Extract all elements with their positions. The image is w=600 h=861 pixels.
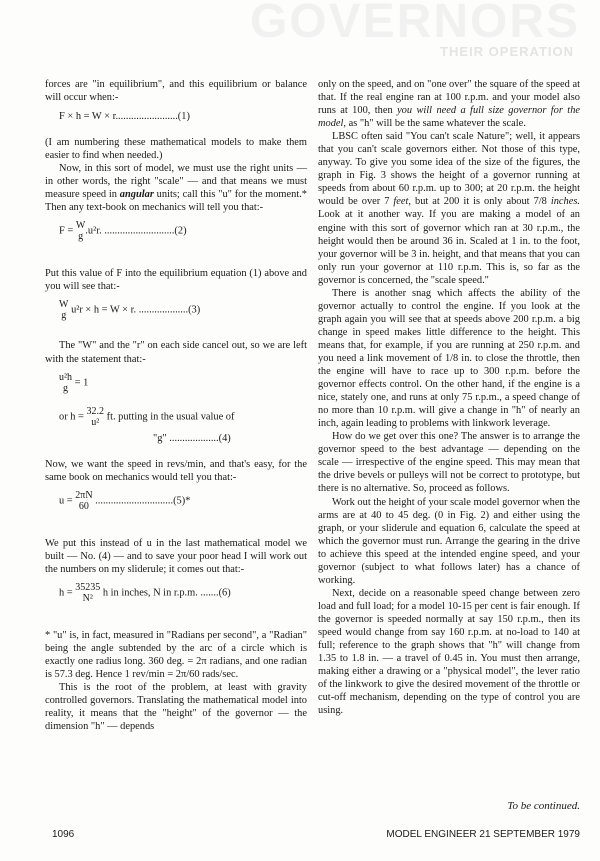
paragraph: We put this instead of u in the last mathematical model we built — No. (4) — and to save your poor head I will work out the numbers on my sliderule; it comes out that:-: [45, 537, 307, 575]
equation-1: F × h = W × r........................(1): [59, 111, 190, 123]
equation-4a: u²h g = 1: [59, 371, 89, 394]
paragraph: How do we get over this one? The answer is to arrange the governor speed to the best advantage — depending on the scale — irrespective of the engine speed. This may mean that the drive bevels or pulleys will not be correct to prototype, but there is no alternative. So, proceed as follows.: [318, 431, 580, 495]
right-column: [318, 78, 580, 717]
paragraph: (I am numbering these mathematical models to make them easier to find when needed.): [45, 137, 307, 162]
issue-line: MODEL ENGINEER 21 SEPTEMBER 1979: [386, 829, 580, 840]
equation-4-tail: "g" ...................(4): [153, 432, 231, 444]
paragraph: Work out the height of your scale model governor when the arms are at 40 to 45 deg. (0 in Fig. 2) and either using the graph, or your sliderule and equation 6, calculate the speed at which the governor must run. Arrange the gearing in the drive to achieve this speed at the intended engine speed, and your governor (subject to what follows later) has a chance of working.: [318, 496, 580, 586]
paragraph: Now, we want the speed in revs/min, and that's easy, for the same book on mechanics would tell you that:-: [45, 458, 307, 483]
equation-4b: or h = 32.2 u² ft. putting in the usual value of: [59, 405, 235, 428]
paragraph: The "W" and the "r" on each side cancel out, so we are left with the statement that:-: [45, 340, 307, 365]
left-column: [45, 78, 307, 733]
paragraph: forces are "in equilibrium", and this equilibrium or balance will occur when:-: [45, 79, 307, 104]
header-subtitle-ghost: THEIR OPERATION: [440, 44, 574, 59]
equation-5: u = 2πN 60 ..............................(5)*: [59, 489, 191, 512]
paragraph: Next, decide on a reasonable speed change between zero load and full load; for a model 10-15 per cent is fair enough. If the governor is speeded normally at say 150 r.p.m., then its speed would change from say 160 r.p.m. at no-load to 140 at full; reference to the graph shows that "h" will change from 1.35 to 1.8 in. — a travel of 0.45 in. You must then arrange, making either a drawing or a "physical model", the lever ratio of the linkwork to give the desired movement of the throttle or cut-off mechanism, depending on the type of control you are using.: [318, 587, 580, 717]
footnote: * "u" is, in fact, measured in "Radians per second", a "Radian" being the angle subtended by the arc of a circle which is exactly one radius long. 360 deg. = 2π radians, and one radian is 57.3 deg. Hence 1 rev/min = 2π/60 rads/sec.: [45, 629, 307, 680]
paragraph: only on the speed, and on "one over" the square of the speed at that. If the real engine ran at 100 r.p.m. and your model also runs at 100, then you will need a full size governor for the model, as "h" will be the same whatever the scale.: [318, 79, 580, 130]
equation-6: h = 35235 N² h in inches, N in r.p.m. .......(6): [59, 581, 231, 604]
page-number: 1096: [52, 829, 75, 840]
equation-2: F = W g .u²r. ...........................(2): [59, 220, 187, 243]
paragraph: Now, in this sort of model, we must use the right units — in other words, the right "scale" — and that means we must measure speed in angular units; call this "u" for the moment.* Then any text-book on mechanics will tell you that:-: [45, 163, 307, 214]
paragraph: LBSC often said "You can't scale Nature"; well, it appears that you can't scale governors either. Not those of this type, anyway. To give you some idea of the size of the figures, the graph in Fig. 3 shows the height of a governor running at speeds from about 60 r.p.m. up to 300; at 20 r.p.m. the height would be over 7 feet, but at 200 it is only about 7/8 inches. Look at it another way. If you are making a model of an engine with this sort of governor which ran at 30 r.p.m., the height would then be around 36 in. Scaled at 1 in. to the foot, your governor will be 3 in. height, and that means that you can only run your governor at 110 r.p.m. This is, so far as the governor is concerned, the "scale speed.": [318, 131, 580, 286]
paragraph: There is another snag which affects the ability of the governor actually to control the engine. If you look at the graph again you will see that at speeds above 200 r.p.m. a big change in speed makes little difference to the height. This means that, for example, if you are running at 250 r.p.m. and you need a link movement of 1/8 in. to close the throttle, then the engine will have to race up to 300 r.p.m. before the governor effects control. On the other hand, if the engine is a nice, stately one, and runs at only 75 r.p.m., a speed change of no more than 10 r.p.m. will give a change in "h" of nearly an inch, again leading to problems with linkwork leverage.: [318, 287, 580, 430]
header-title-ghost: GOVERNORS: [249, 0, 580, 48]
paragraph: Put this value of F into the equilibrium equation (1) above and you will see that:-: [45, 268, 307, 293]
paragraph: This is the root of the problem, at least with gravity controlled governors. Translating the mathematical model into reality, it means that the "height" of the governor — the dimension "h" — depends: [45, 682, 307, 733]
continued-note: To be continued.: [507, 800, 580, 812]
equation-3: W g u²r × h = W × r. ...................(3): [59, 299, 201, 322]
